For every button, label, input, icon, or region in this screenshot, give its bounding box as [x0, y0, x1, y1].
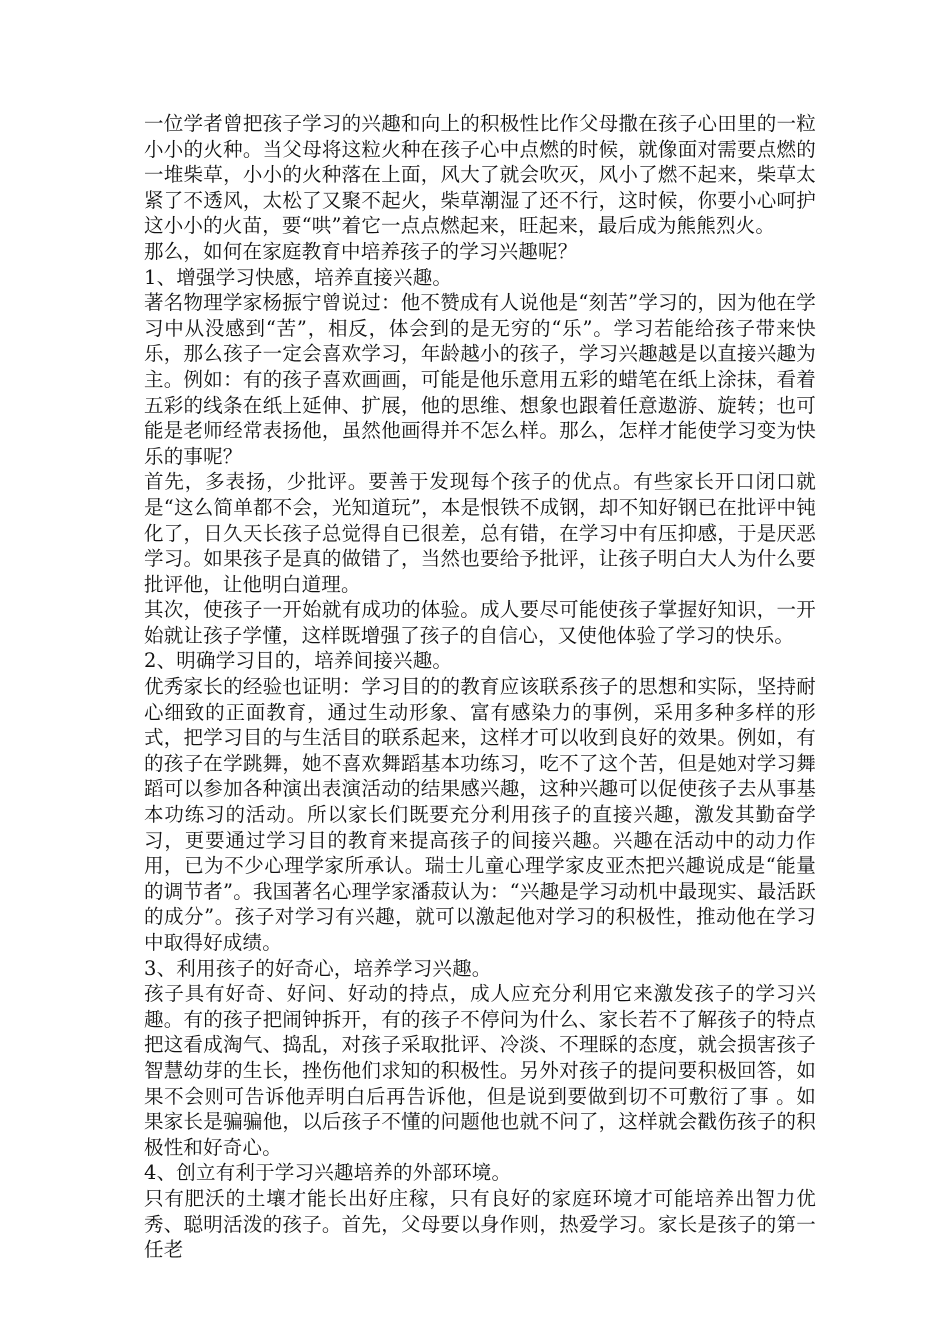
section-3-paragraph: 孩子具有好奇、好问、好动的持点，成人应充分利用它来激发孩子的学习兴趣。有的孩子把闹钟拆开，有的孩子不停问为什么、家长若不了解孩子的特点把这看成淘气、捣乱，对孩子采取批评、冷淡、不理睬的态度，就会损害孩子智慧幼芽的生长，挫伤他们求知的积极性。另外对孩子的提问要积极回答，如果不会则可告诉他弄明白后再告诉他，但是说到要做到切不可敷衍了事 。如果家长是骗骗他，以后孩子不懂的问题他也就不问了，这样就会戳伤孩子的积极性和好奇心。: [144, 982, 816, 1159]
section-heading-2: 2、明确学习目的，培养间接兴趣。: [144, 649, 453, 673]
section-1-first-point: 首先，多表扬，少批评。要善于发现每个孩子的优点。有些家长开口闭口就是“这么简单都不会，光知道玩”，本是恨铁不成钢，却不知好钢已在批评中钝化了，日久天长孩子总觉得自已很差，总有错，在学习中有压抑感，于是厌恶学习。如果孩子是真的做错了，当然也要给予批评，让孩子明白大人为什么要批评他，让他明白道理。: [144, 470, 816, 596]
section-heading-3: 3、利用孩子的好奇心，培养学习兴趣。: [144, 956, 492, 980]
intro-paragraph: 一位学者曾把孩子学习的兴趣和向上的积极性比作父母撒在孩子心田里的一粒小小的火种。当父母将这粒火种在孩子心中点燃的时候，就像面对需要点燃的一堆柴草，小小的火种落在上面，风大了就会吹灭，风小了燃不起来，柴草太紧了不透风，太松了又聚不起火，柴草潮湿了还不行，这时候，你要小心呵护这小小的火苗，要“哄”着它一点点燃起来，旺起来，最后成为熊熊烈火。: [144, 112, 816, 238]
section-1-second-point: 其次，使孩子一开始就有成功的体验。成人要尽可能使孩子掌握好知识，一开始就让孩子学懂，这样既增强了孩子的自信心，又使他体验了学习的快乐。: [144, 598, 816, 647]
section-1-paragraph: 著名物理学家杨振宁曾说过：他不赞成有人说他是“刻苦”学习的，因为他在学习中从没感到“苦”，相反，体会到的是无穷的“乐”。学习若能给孩子带来快乐，那么孩子一定会喜欢学习，年龄越小的孩子，学习兴趣越是以直接兴趣为主。例如：有的孩子喜欢画画，可能是他乐意用五彩的蜡笔在纸上涂抹，看着五彩的线条在纸上延伸、扩展，他的思维、想象也跟着任意遨游、旋转；也可能是老师经常表扬他，虽然他画得并不怎么样。那么，怎样才能使学习变为快乐的事呢？: [144, 291, 816, 468]
section-4-paragraph: 只有肥沃的土壤才能长出好庄稼，只有良好的家庭环境才可能培养出智力优秀、聪明活泼的孩子。首先，父母要以身作则，热爱学习。家长是孩子的第一任老: [144, 1186, 816, 1262]
section-heading-1: 1、增强学习快感，培养直接兴趣。: [144, 265, 453, 289]
section-2-paragraph: 优秀家长的经验也证明：学习目的的教育应该联系孩子的思想和实际，坚持耐心细致的正面教育，通过生动形象、富有感染力的事例，采用多种多样的形式，把学习目的与生活目的联系起来，这样才可以收到良好的效果。例如，有的孩子在学跳舞，她不喜欢舞蹈基本功练习，吃不了这个苦，但是她对学习舞蹈可以参加各种演出表演活动的结果感兴趣，这种兴趣可以促使孩子去从事基本功练习的活动。所以家长们既要充分利用孩子的直接兴趣，激发其勤奋学习，更要通过学习目的教育来提高孩子的间接兴趣。兴趣在活动中的动力作用，已为不少心理学家所承认。瑞士儿童心理学家皮亚杰把兴趣说成是“能量的调节者”。我国著名心理学家潘菽认为：“兴趣是学习动机中最现实、最活跃的成分”。孩子对学习有兴趣，就可以激起他对学习的积极性，推动他在学习中取得好成绩。: [144, 675, 816, 954]
question-paragraph: 那么，如何在家庭教育中培养孩子的学习兴趣呢？: [144, 239, 578, 263]
document-body: [144, 111, 816, 1263]
section-heading-4: 4、创立有利于学习兴趣培养的外部环境。: [144, 1161, 512, 1185]
